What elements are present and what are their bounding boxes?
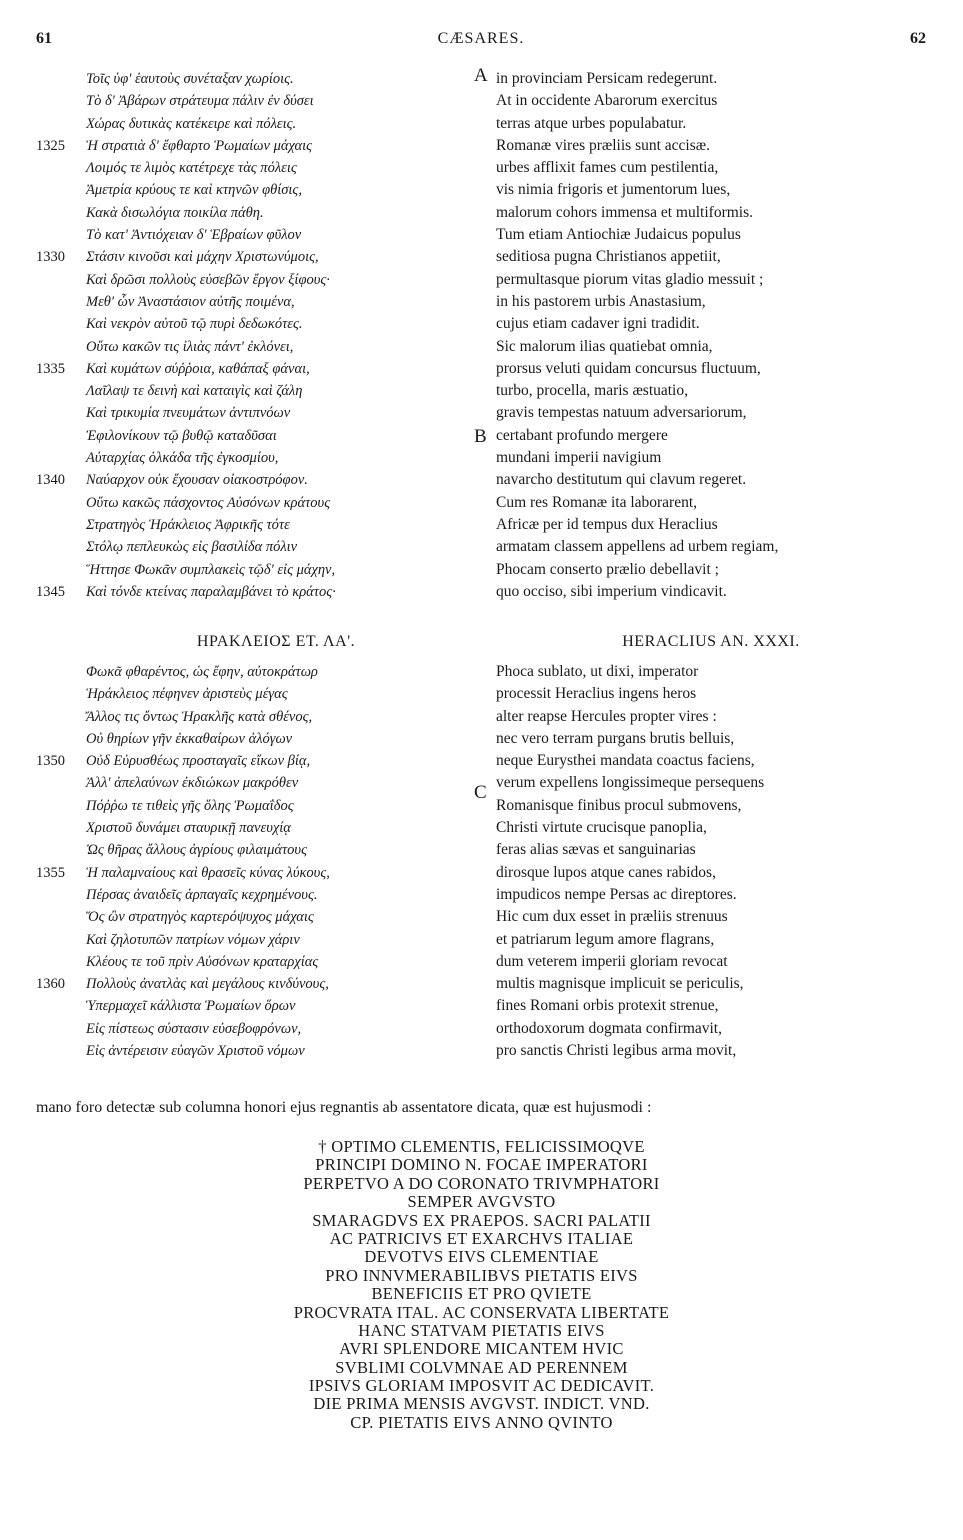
greek-verse-text: Κακὰ δισωλόγια ποικίλα πάθη.: [86, 204, 264, 221]
greek-verse-line: [86, 706, 486, 728]
latin-verse-line: verum expellens longissimeque persequens: [496, 774, 765, 792]
greek-verse-text: Φωκᾶ φθαρέντος, ὡς ἔφην, αὐτοκράτωρ: [86, 664, 318, 680]
greek-verse-line: [86, 425, 486, 447]
greek-verse-text: Οὐ θηρίων γῆν ἐκκαθαίρων ἀλόγων: [86, 730, 293, 747]
inscription-line: PERPETVO A DO CORONATO TRIVMPHATORI: [303, 1173, 660, 1193]
greek-verse-text: Εἰς πίστεως σύστασιν εὐσεβοφρόνων,: [86, 1020, 302, 1037]
latin-verse-line: et patriarum legum amore flagrans,: [496, 930, 715, 948]
line-number: 1335: [36, 360, 65, 377]
greek-verse-line: [36, 469, 486, 491]
page-header: [36, 30, 926, 54]
latin-verse-line: neque Eurysthei mandata coactus faciens,: [496, 752, 755, 770]
latin-verse-line: in provinciam Persicam redegerunt.: [496, 70, 718, 87]
inscription-line: † OPTIMO CLEMENTIS, FELICISSIMOQVE: [318, 1137, 645, 1156]
latin-column-top: [496, 68, 936, 603]
greek-verse-text: Ἀμετρία κρύους τε καὶ κτηνῶν φθίσις,: [86, 182, 302, 199]
inscription-line: CP. PIETATIS EIVS ANNO QVINTO: [350, 1412, 613, 1432]
inscription-line: DEVOTVS EIVS CLEMENTIAE: [364, 1247, 599, 1267]
greek-verse-text: Οὐδ Εὐρυσθέως προσταγαῖς εἴκων βίᾳ,: [86, 753, 311, 770]
line-number: 1345: [36, 583, 65, 600]
latin-verse-line: fines Romani orbis protexit strenue,: [496, 997, 719, 1015]
greek-verse-line: [36, 581, 486, 603]
line-number: 1350: [36, 753, 65, 770]
greek-verse-line: [86, 113, 486, 135]
latin-verse-line: dirosque lupos atque canes rabidos,: [496, 863, 716, 881]
greek-verse-line: [86, 772, 486, 794]
greek-verse-text: Πέρσας ἀναιδεῖς ἁρπαγαῖς κεχρημένους.: [86, 886, 318, 903]
greek-verse-text: Τὸ δ' Ἀβάρων στράτευμα πάλιν ἐν δύσει: [86, 93, 314, 110]
latin-verse-line: permultasque piorum vitas gladio messuit ;: [496, 270, 764, 288]
latin-verse-line: gravis tempestas natuum adversariorum,: [496, 404, 747, 422]
margin-marker-b: B: [474, 426, 487, 447]
greek-verse-line: [86, 313, 486, 335]
greek-verse-text: Ἥττησε Φωκᾶν συμπλακεὶς τῷδ' εἰς μάχην,: [86, 561, 336, 578]
latin-verse-line: processit Heraclius ingens heros: [496, 685, 697, 703]
greek-verse-line: [36, 973, 486, 995]
latin-verse-line: Phoca sublato, ut dixi, imperator: [496, 663, 699, 680]
greek-verse-text: Καὶ τόνδε κτείνας παραλαμβάνει τὸ κράτος·: [86, 583, 336, 600]
greek-verse-text: Ἡ παλαμναίους καὶ θρασεῖς κύνας λύκους,: [86, 864, 330, 881]
greek-verse-line: [86, 728, 486, 750]
inscription-line: AC PATRICIVS ET EXARCHVS ITALIAE: [329, 1228, 634, 1248]
greek-verse-text: Λοιμός τε λιμὸς κατέτρεχε τὰς πόλεις: [86, 160, 297, 177]
latin-verse-line: Romanisque finibus procul submovens,: [496, 796, 742, 814]
greek-verse-line: [86, 817, 486, 839]
inscription-line: DIE PRIMA MENSIS AVGVST. INDICT. VND.: [313, 1394, 650, 1414]
inscription-line: HANC STATVAM PIETATIS EIVS: [358, 1320, 605, 1340]
greek-verse-text: Τὸ κατ' Ἀντιόχειαν δ' Ἑβραίων φῦλον: [86, 227, 302, 244]
greek-verse-line: [86, 536, 486, 558]
greek-verse-line: [86, 68, 486, 90]
greek-verse-text: Κλέους τε τοῦ πρὶν Αὐσόνων κραταρχίας: [86, 953, 319, 970]
greek-verse-text: Καὶ νεκρὸν αὐτοῦ τῷ πυρὶ δεδωκότες.: [86, 316, 303, 333]
greek-verse-text: Καὶ δρῶσι πολλοὺς εὐσεβῶν ἔργον ξίφους·: [86, 271, 330, 288]
latin-verse-line: in his pastorem urbis Anastasium,: [496, 292, 706, 310]
greek-verse-line: [86, 884, 486, 906]
greek-verse-text: Ὅς ὢν στρατηγὸς καρτερόψυχος μάχαις: [86, 909, 314, 926]
greek-verse-text: Πολλοὺς ἀνατλὰς καὶ μεγάλους κινδύνους,: [86, 976, 329, 993]
inscription-line: SMARAGDVS EX PRAEPOS. SACRI PALATII: [312, 1210, 651, 1230]
greek-verse-line: [86, 951, 486, 973]
inscription-line: IPSIVS GLORIAM IMPOSVIT AC DEDICAVIT.: [308, 1376, 655, 1396]
greek-verse-text: Ἀλλ' ἀπελαύνων ἐκδιώκων μακρόθεν: [86, 775, 299, 792]
greek-verse-line: [86, 269, 486, 291]
greek-verse-text: Αὐταρχίας ὁλκάδα τῆς ἐγκοσμίου,: [86, 450, 279, 467]
greek-verse-text: Καὶ τρικυμία πνευμάτων ἀντιπνόων: [86, 405, 291, 422]
latin-verse-line: turbo, procella, maris æstuatio,: [496, 382, 688, 400]
greek-verse-line: [86, 157, 486, 179]
greek-column-top: [36, 68, 486, 603]
inscription-line: SEMPER AVGVSTO: [407, 1192, 556, 1212]
greek-verse-line: [86, 224, 486, 246]
margin-marker-a: A: [474, 65, 488, 86]
latin-verse-line: Sic malorum ilias quatiebat omnia,: [496, 337, 713, 355]
latin-verse-line: vis nimia frigoris et jumentorum lues,: [496, 181, 731, 199]
latin-verse-line: Cum res Romanæ ita laborarent,: [496, 493, 698, 511]
greek-verse-line: [86, 179, 486, 201]
greek-verse-line: [86, 839, 486, 861]
greek-verse-line: [36, 862, 486, 884]
inscription-line: PROCVRATA ITAL. AC CONSERVATA LIBERTATE: [293, 1302, 670, 1322]
greek-verse-line: [86, 661, 486, 683]
greek-verse-text: Ναύαρχον οὐκ ἔχουσαν οἰακοστρόφον.: [86, 472, 308, 489]
page-number-right: 62: [910, 30, 926, 47]
latin-verse-line: Romanæ vires præliis sunt accisæ.: [496, 136, 710, 154]
greek-verse-line: [86, 683, 486, 705]
latin-verse-line: navarcho destitutum qui clavum regeret.: [496, 471, 747, 489]
latin-verse-line: feras alias sævas et sanguinarias: [496, 841, 696, 859]
greek-verse-line: [86, 380, 486, 402]
greek-verse-line: [86, 336, 486, 358]
greek-verse-text: Ὡς θῆρας ἄλλους ἀγρίους φιλαιμάτους: [86, 842, 307, 859]
greek-verse-text: Λαῖλαψ τε δεινὴ καὶ καταιγὶς καὶ ζάλη: [86, 383, 303, 400]
greek-verse-line: [86, 492, 486, 514]
greek-verse-line: [36, 135, 486, 157]
greek-verse-text: Οὕτω κακῶν τις ἰλιὰς πάντ' ἐκλόνει,: [86, 338, 294, 355]
greek-verse-text: Καὶ κυμάτων σύῤῥοια, καθάπαξ φάναι,: [86, 360, 310, 377]
inscription-line: PRINCIPI DOMINO N. FOCAE IMPERATORI: [315, 1155, 648, 1175]
inscription-line: AVRI SPLENDORE MICANTEM HVIC: [339, 1339, 624, 1359]
body-paragraph: mano foro detectæ sub columna honori ejus regnantis ab assentatore dicata, quæ est hujusmodi :: [36, 1099, 652, 1116]
page-number-left: 61: [36, 30, 52, 47]
inscription-line: SVBLIMI COLVMNAE AD PERENNEM: [335, 1357, 628, 1377]
latin-verse-line: mundani imperii navigium: [496, 449, 662, 467]
latin-verse-line: Phocam conserto prælio debellavit ;: [496, 560, 719, 578]
latin-verse-line: seditiosa pugna Christianos appetiit,: [496, 248, 721, 266]
greek-verse-text: Χριστοῦ δυνάμει σταυρικῇ πανευχίᾳ: [86, 820, 291, 837]
latin-verse-line: dum veterem imperii gloriam revocat: [496, 952, 728, 970]
line-number: 1355: [36, 864, 65, 881]
latin-verse-line: alter reapse Hercules propter vires :: [496, 707, 717, 725]
greek-verse-line: [86, 90, 486, 112]
latin-verse-line: malorum cohors immensa et multiformis.: [496, 203, 753, 221]
greek-verse-text: Καὶ ζηλοτυπῶν πατρίων νόμων χάριν: [86, 931, 300, 948]
greek-column-bottom: [36, 661, 486, 1062]
inscription-line: BENEFICIIS ET PRO QVIETE: [371, 1284, 592, 1304]
greek-verse-text: Ἡράκλειος πέφηνεν ἀριστεὺς μέγας: [86, 686, 288, 703]
latin-column-bottom: [496, 661, 936, 1062]
latin-verse-line: terras atque urbes populabatur.: [496, 114, 687, 132]
inscription-block: [0, 1138, 963, 1432]
latin-verse-line: At in occidente Abarorum exercitus: [496, 92, 718, 110]
inscription-line: PRO INNVMERABILIBVS PIETATIS EIVS: [325, 1265, 638, 1285]
greek-verse-text: Στάσιν κινοῦσι καὶ μάχην Χριστωνύμοις,: [86, 249, 319, 266]
greek-verse-line: [86, 795, 486, 817]
latin-verse-line: Africæ per id tempus dux Heraclius: [496, 515, 718, 533]
line-number: 1325: [36, 137, 65, 154]
heading-latin: HERACLIUS AN. XXXI.: [622, 633, 800, 650]
greek-verse-line: [86, 402, 486, 424]
latin-verse-line: orthodoxorum dogmata confirmavit,: [496, 1019, 722, 1037]
latin-verse-line: quo occiso, sibi imperium vindicavit.: [496, 582, 727, 600]
line-number: 1340: [36, 472, 65, 489]
greek-verse-text: Οὕτω κακῶς πάσχοντος Αὐσόνων κράτους: [86, 494, 331, 511]
line-number: 1330: [36, 249, 65, 266]
latin-verse-line: prorsus veluti quidam concursus fluctuum,: [496, 359, 761, 377]
greek-verse-line: [36, 358, 486, 380]
greek-verse-line: [86, 1040, 486, 1062]
greek-verse-text: Εἰς ἀντέρεισιν εὐαγῶν Χριστοῦ νόμων: [86, 1043, 305, 1060]
greek-verse-line: [86, 202, 486, 224]
latin-verse-line: Tum etiam Antiochiæ Judaicus populus: [496, 226, 741, 244]
greek-verse-text: Τοῖς ὑφ' ἑαυτοὺς συνέταξαν χωρίοις.: [86, 71, 294, 87]
latin-verse-line: multis magnisque implicuit se periculis,: [496, 975, 744, 993]
latin-verse-line: pro sanctis Christi legibus arma movit,: [496, 1042, 737, 1060]
greek-verse-line: [86, 929, 486, 951]
latin-verse-line: armatam classem appellens ad urbem regiam,: [496, 538, 779, 556]
latin-verse-line: certabant profundo mergere: [496, 426, 668, 444]
greek-verse-line: [36, 750, 486, 772]
greek-verse-text: Ἄλλος τις ὄντως Ἡρακλῆς κατὰ σθένος,: [86, 708, 313, 725]
latin-verse-line: Hic cum dux esset in præliis strenuus: [496, 908, 728, 926]
greek-verse-line: [36, 246, 486, 268]
greek-verse-text: Ἡ στρατιὰ δ' ἔφθαρτο Ῥωμαίων μάχαις: [86, 137, 313, 154]
greek-verse-line: [86, 291, 486, 313]
latin-verse-line: urbes afflixit fames cum pestilentia,: [496, 159, 719, 177]
latin-verse-line: impudicos nempe Persas ac direptores.: [496, 885, 737, 903]
greek-verse-text: Πόῤῥω τε τιθεὶς γῆς ὅλης Ῥωμαΐδος: [86, 797, 294, 814]
running-title: CÆSARES.: [437, 30, 525, 47]
greek-verse-text: Ὑπερμαχεῖ κάλλιστα Ῥωμαίων ὅρων: [86, 998, 296, 1015]
greek-verse-text: Στρατηγὸς Ἡράκλειος Ἀφρικῆς τότε: [86, 516, 290, 533]
heading-greek: ΗΡΑΚΛΕΙΟΣ ΕΤ. ΛΑ'.: [196, 633, 356, 650]
greek-verse-text: Ἐφιλονίκουν τῷ βυθῷ καταδῦσαι: [86, 427, 277, 444]
greek-verse-line: [86, 906, 486, 928]
line-number: 1360: [36, 976, 65, 993]
greek-verse-line: [86, 559, 486, 581]
latin-verse-line: nec vero terram purgans brutis belluis,: [496, 729, 735, 747]
greek-verse-text: Χώρας δυτικὰς κατέκειρε καὶ πόλεις.: [86, 115, 297, 132]
latin-verse-line: Christi virtute crucisque panoplia,: [496, 819, 707, 837]
greek-verse-line: [86, 995, 486, 1017]
greek-verse-line: [86, 447, 486, 469]
greek-verse-line: [86, 514, 486, 536]
greek-verse-text: Μεθ' ὧν Ἀναστάσιον αὐτῆς ποιμένα,: [86, 293, 295, 310]
greek-verse-text: Στόλῳ πεπλευκὼς εἰς βασιλίδα πόλιν: [86, 539, 298, 556]
margin-marker-c: C: [474, 782, 487, 803]
latin-verse-line: cujus etiam cadaver igni tradidit.: [496, 315, 700, 333]
greek-verse-line: [86, 1018, 486, 1040]
